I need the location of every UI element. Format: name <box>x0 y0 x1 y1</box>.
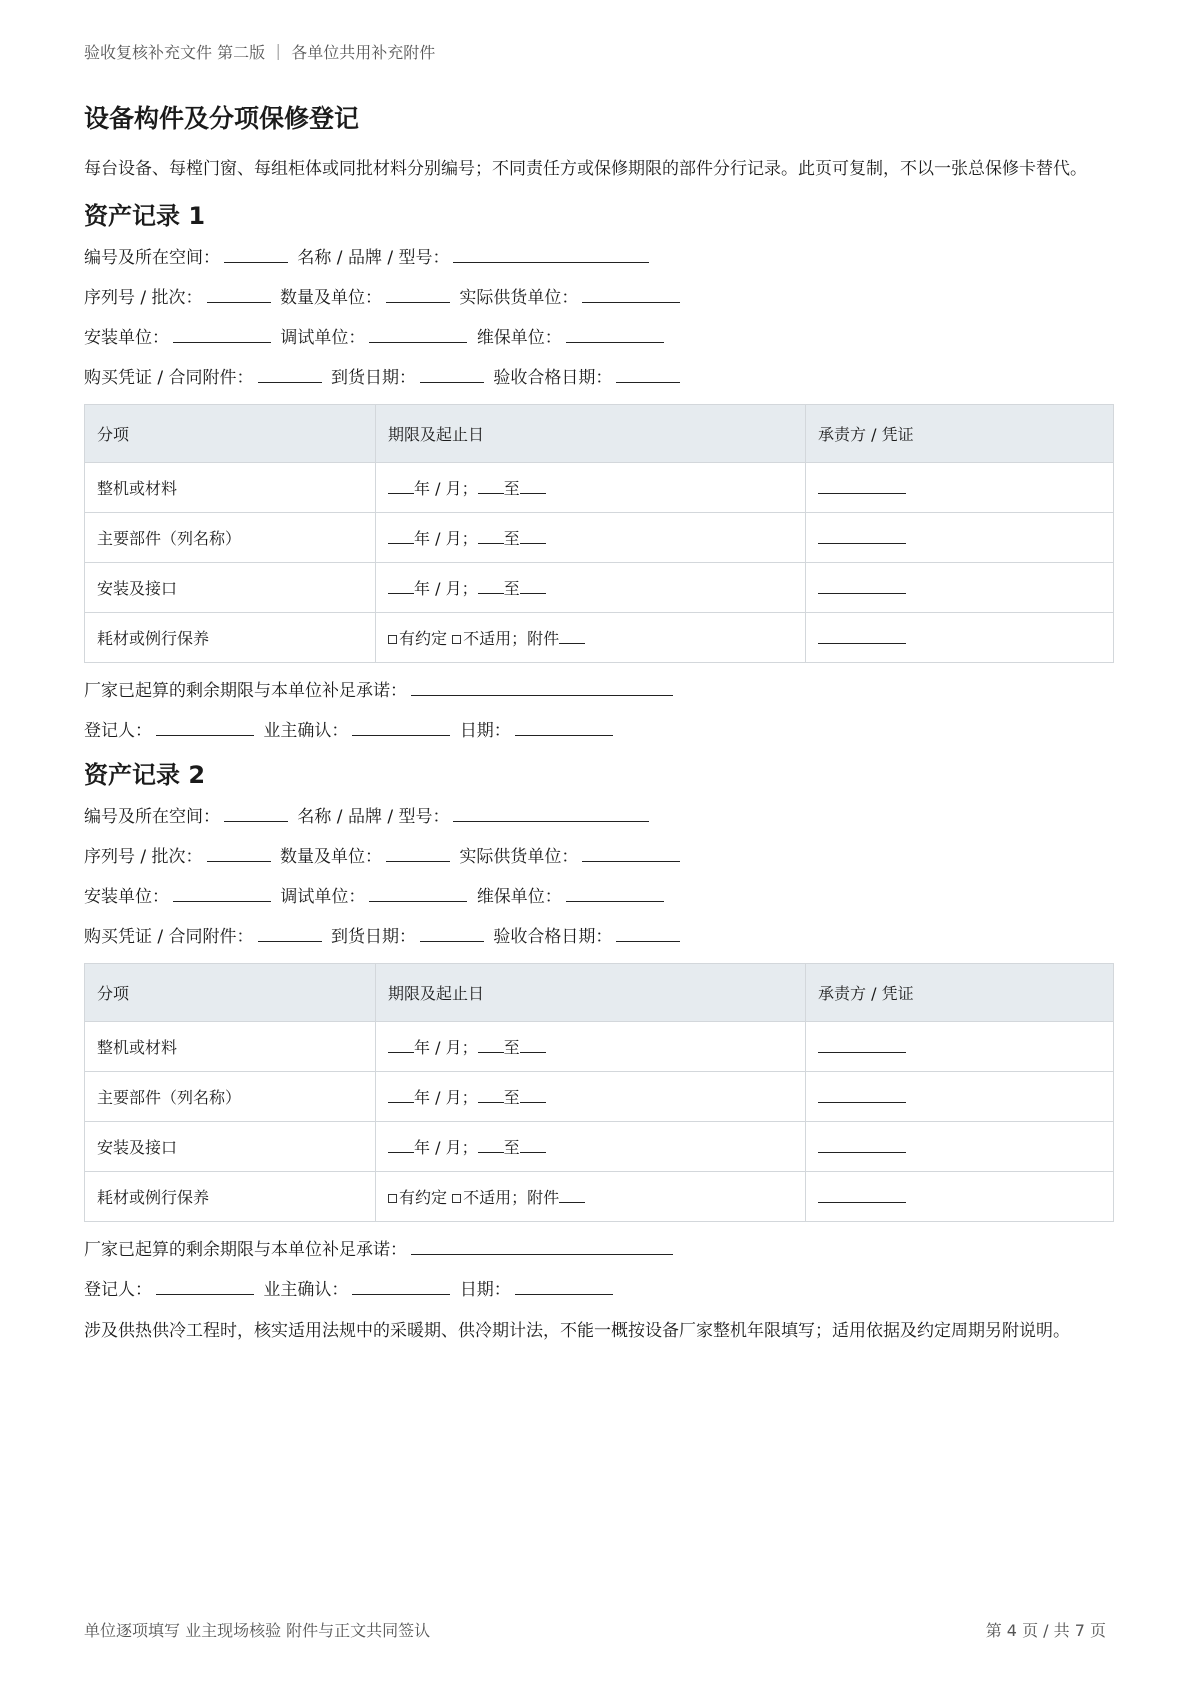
blank-owner-confirm[interactable] <box>352 1276 450 1295</box>
blank-remaining[interactable] <box>411 677 673 696</box>
field-label-code-location: 编号及所在空间： <box>84 248 220 268</box>
blank-qty-unit[interactable] <box>386 843 450 862</box>
blank-name-brand-model[interactable] <box>453 803 649 822</box>
column-header: 分项 <box>85 405 376 463</box>
blank-qty-unit[interactable] <box>386 284 450 303</box>
period-cell: 有约定 不适用；附件 <box>376 1172 806 1222</box>
field-label-owner-confirm: 业主确认： <box>263 1280 349 1300</box>
item-cell: 耗材或例行保养 <box>85 613 376 663</box>
blank-end[interactable] <box>520 1086 546 1103</box>
blank-serial-batch[interactable] <box>207 284 271 303</box>
party-cell <box>806 513 1114 563</box>
field-line <box>84 923 1114 951</box>
party-cell <box>806 563 1114 613</box>
field-line <box>84 677 1114 705</box>
item-cell: 安装及接口 <box>85 563 376 613</box>
blank-party[interactable] <box>818 1136 906 1153</box>
field-label-name-brand-model: 名称 / 品牌 / 型号： <box>297 807 450 827</box>
page-header: 验收复核补充文件 第二版 ｜ 各单位共用补充附件 <box>84 43 436 62</box>
checkbox-agreed[interactable] <box>388 635 397 644</box>
blank-years[interactable] <box>388 527 414 544</box>
field-label-date: 日期： <box>459 721 511 741</box>
blank-party[interactable] <box>818 527 906 544</box>
field-label-registrar: 登记人： <box>84 721 152 741</box>
party-cell <box>806 1172 1114 1222</box>
page-number: 第 4 页 / 共 7 页 <box>985 1621 1106 1640</box>
item-cell: 整机或材料 <box>85 463 376 513</box>
table-row <box>85 513 1114 563</box>
field-label-supplier: 实际供货单位： <box>459 288 579 308</box>
field-label-qty-unit: 数量及单位： <box>279 288 382 308</box>
blank-date[interactable] <box>515 717 613 736</box>
blank-commissioner[interactable] <box>369 324 467 343</box>
field-label-serial-batch: 序列号 / 批次： <box>84 288 203 308</box>
blank-years[interactable] <box>388 1136 414 1153</box>
item-cell: 主要部件（列名称） <box>85 513 376 563</box>
table-header-row <box>85 405 1114 463</box>
column-header: 期限及起止日 <box>376 405 806 463</box>
blank-party[interactable] <box>818 627 906 644</box>
table-header-row <box>85 964 1114 1022</box>
blank-start[interactable] <box>478 527 504 544</box>
field-label-purchase-proof: 购买凭证 / 合同附件： <box>84 368 254 388</box>
blank-years[interactable] <box>388 1036 414 1053</box>
item-cell: 耗材或例行保养 <box>85 1172 376 1222</box>
table-row <box>85 463 1114 513</box>
blank-supplier[interactable] <box>582 843 680 862</box>
field-label-supplier: 实际供货单位： <box>459 847 579 867</box>
table-row <box>85 613 1114 663</box>
blank-registrar[interactable] <box>156 1276 254 1295</box>
blank-party[interactable] <box>818 1186 906 1203</box>
table-row <box>85 1122 1114 1172</box>
field-label-maintainer: 维保单位： <box>476 887 562 907</box>
field-line <box>84 284 1114 312</box>
party-cell <box>806 1072 1114 1122</box>
blank-supplier[interactable] <box>582 284 680 303</box>
blank-installer[interactable] <box>173 883 271 902</box>
checkbox-agreed[interactable] <box>388 1194 397 1203</box>
blank-attachment[interactable] <box>559 1186 585 1203</box>
column-header: 分项 <box>85 964 376 1022</box>
field-line <box>84 364 1114 392</box>
field-label-remaining: 厂家已起算的剩余期限与本单位补足承诺： <box>84 1240 407 1260</box>
blank-party[interactable] <box>818 1036 906 1053</box>
field-label-purchase-proof: 购买凭证 / 合同附件： <box>84 927 254 947</box>
page-footer <box>84 1618 1106 1641</box>
record-title: 资产记录 2 <box>84 761 206 789</box>
warranty-table <box>84 404 1114 663</box>
period-cell: 有约定 不适用；附件 <box>376 613 806 663</box>
blank-start[interactable] <box>478 1036 504 1053</box>
field-label-qty-unit: 数量及单位： <box>279 847 382 867</box>
blank-arrival-date[interactable] <box>420 923 484 942</box>
blank-attachment[interactable] <box>559 627 585 644</box>
blank-party[interactable] <box>818 1086 906 1103</box>
field-line <box>84 1276 1114 1304</box>
column-header: 期限及起止日 <box>376 964 806 1022</box>
blank-start[interactable] <box>478 477 504 494</box>
record-title: 资产记录 1 <box>84 202 206 230</box>
field-label-installer: 安装单位： <box>84 887 169 907</box>
asset-record-1 <box>84 198 1114 745</box>
checkbox-not-applicable[interactable] <box>452 1194 461 1203</box>
party-cell <box>806 1122 1114 1172</box>
blank-years[interactable] <box>388 1086 414 1103</box>
field-line <box>84 244 1114 272</box>
blank-acceptance-date[interactable] <box>616 923 680 942</box>
document-body <box>84 100 1114 1346</box>
field-label-serial-batch: 序列号 / 批次： <box>84 847 203 867</box>
period-cell: 年 / 月； 至 <box>376 563 806 613</box>
field-label-remaining: 厂家已起算的剩余期限与本单位补足承诺： <box>84 681 407 701</box>
blank-purchase-proof[interactable] <box>258 923 322 942</box>
blank-start[interactable] <box>478 577 504 594</box>
blank-end[interactable] <box>520 527 546 544</box>
asset-record-2 <box>84 757 1114 1304</box>
blank-party[interactable] <box>818 477 906 494</box>
item-cell: 安装及接口 <box>85 1122 376 1172</box>
field-line <box>84 843 1114 871</box>
period-cell: 年 / 月； 至 <box>376 513 806 563</box>
party-cell <box>806 613 1114 663</box>
field-label-arrival-date: 到货日期： <box>330 927 416 947</box>
blank-installer[interactable] <box>173 324 271 343</box>
blank-maintainer[interactable] <box>566 324 664 343</box>
column-header: 承责方 / 凭证 <box>806 964 1114 1022</box>
field-label-date: 日期： <box>459 1280 511 1300</box>
blank-serial-batch[interactable] <box>207 843 271 862</box>
table-row <box>85 1022 1114 1072</box>
blank-commissioner[interactable] <box>369 883 467 902</box>
item-cell: 主要部件（列名称） <box>85 1072 376 1122</box>
checkbox-not-applicable[interactable] <box>452 635 461 644</box>
field-label-registrar: 登记人： <box>84 1280 152 1300</box>
field-label-maintainer: 维保单位： <box>476 328 562 348</box>
field-label-commissioner: 调试单位： <box>280 328 366 348</box>
field-label-installer: 安装单位： <box>84 328 169 348</box>
field-label-commissioner: 调试单位： <box>280 887 366 907</box>
item-cell: 整机或材料 <box>85 1022 376 1072</box>
field-line <box>84 324 1114 352</box>
blank-years[interactable] <box>388 577 414 594</box>
field-line <box>84 803 1114 831</box>
intro-paragraph: 每台设备、每樘门窗、每组柜体或同批材料分别编号；不同责任方或保修期限的部件分行记录。此页可复制，不以一张总保修卡替代。 <box>84 159 1087 179</box>
field-label-code-location: 编号及所在空间： <box>84 807 220 827</box>
blank-code-location[interactable] <box>224 803 288 822</box>
closing-note: 涉及供热供冷工程时，核实适用法规中的采暖期、供冷期计法，不能一概按设备厂家整机年限填写；适用依据及约定周期另附说明。 <box>84 1321 1070 1341</box>
blank-name-brand-model[interactable] <box>453 244 649 263</box>
field-line <box>84 1236 1114 1264</box>
field-label-acceptance-date: 验收合格日期： <box>493 368 613 388</box>
field-label-name-brand-model: 名称 / 品牌 / 型号： <box>297 248 450 268</box>
table-row <box>85 1172 1114 1222</box>
period-cell: 年 / 月； 至 <box>376 1072 806 1122</box>
blank-start[interactable] <box>478 1086 504 1103</box>
party-cell <box>806 1022 1114 1072</box>
blank-years[interactable] <box>388 477 414 494</box>
blank-end[interactable] <box>520 477 546 494</box>
period-cell: 年 / 月； 至 <box>376 1022 806 1072</box>
blank-remaining[interactable] <box>411 1236 673 1255</box>
blank-purchase-proof[interactable] <box>258 364 322 383</box>
blank-code-location[interactable] <box>224 244 288 263</box>
blank-party[interactable] <box>818 577 906 594</box>
column-header: 承责方 / 凭证 <box>806 405 1114 463</box>
blank-end[interactable] <box>520 1036 546 1053</box>
field-line <box>84 883 1114 911</box>
blank-owner-confirm[interactable] <box>352 717 450 736</box>
party-cell <box>806 463 1114 513</box>
field-label-owner-confirm: 业主确认： <box>263 721 349 741</box>
table-row <box>85 1072 1114 1122</box>
warranty-table <box>84 963 1114 1222</box>
blank-acceptance-date[interactable] <box>616 364 680 383</box>
blank-start[interactable] <box>478 1136 504 1153</box>
blank-maintainer[interactable] <box>566 883 664 902</box>
page-title: 设备构件及分项保修登记 <box>84 104 360 133</box>
field-label-acceptance-date: 验收合格日期： <box>493 927 613 947</box>
footer-left: 单位逐项填写 业主现场核验 附件与正文共同签认 <box>84 1621 431 1640</box>
blank-end[interactable] <box>520 577 546 594</box>
table-row <box>85 563 1114 613</box>
blank-arrival-date[interactable] <box>420 364 484 383</box>
field-label-arrival-date: 到货日期： <box>330 368 416 388</box>
period-cell: 年 / 月； 至 <box>376 1122 806 1172</box>
period-cell: 年 / 月； 至 <box>376 463 806 513</box>
blank-date[interactable] <box>515 1276 613 1295</box>
blank-end[interactable] <box>520 1136 546 1153</box>
field-line <box>84 717 1114 745</box>
blank-registrar[interactable] <box>156 717 254 736</box>
